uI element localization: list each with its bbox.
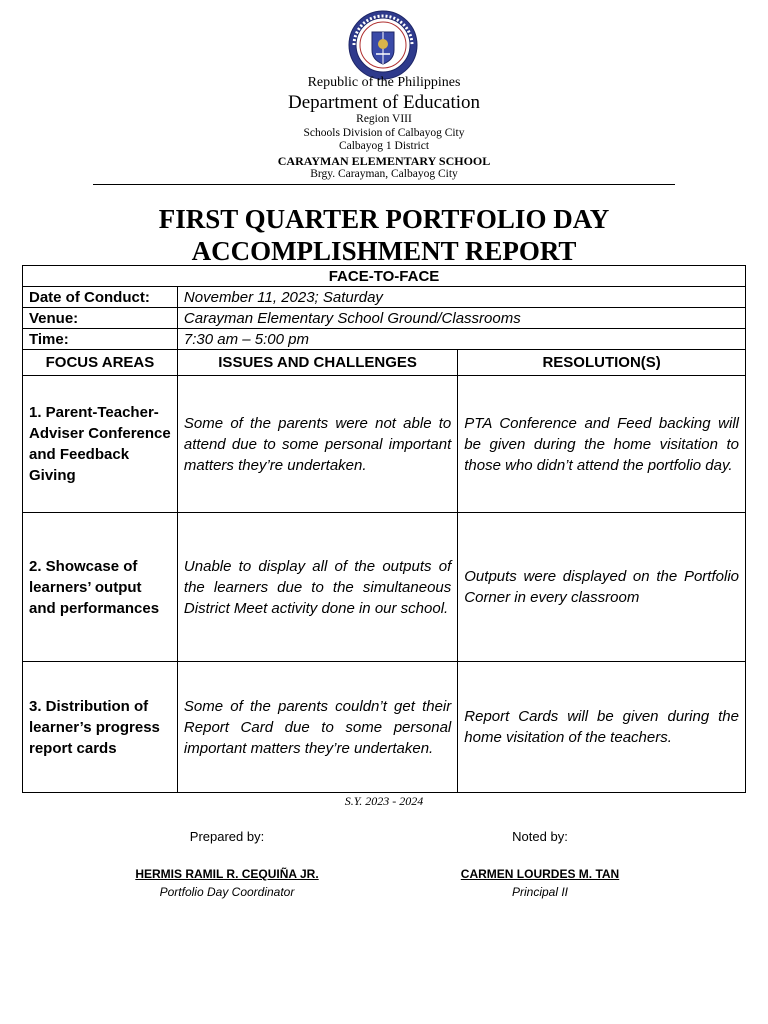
issue-cell: Some of the parents were not able to attend due to some personal important matters they’re undertaken.	[177, 376, 457, 513]
division-line: Schools Division of Calbayog City	[303, 126, 465, 139]
region-line: Region VIII	[356, 113, 412, 125]
focus-area-cell: 3. Distribution of learner’s progress report cards	[23, 662, 178, 793]
title-line-2: ACCOMPLISHMENT REPORT	[191, 236, 577, 266]
department-line: Department of Education	[287, 92, 481, 113]
header-divider	[93, 184, 675, 185]
table-row	[23, 376, 746, 513]
venue-row	[23, 308, 746, 329]
mode-cell: FACE-TO-FACE	[23, 266, 746, 287]
time-row	[23, 329, 746, 350]
resolution-cell: Outputs were displayed on the Portfolio Corner in every classroom	[458, 513, 746, 662]
table-row	[23, 662, 746, 793]
deped-seal-logo	[348, 10, 418, 80]
focus-area-cell: 2. Showcase of learners’ output and performances	[23, 513, 178, 662]
prepared-by-block	[107, 829, 347, 899]
letterhead	[0, 74, 768, 180]
title-line-1: FIRST QUARTER PORTFOLIO DAY	[158, 204, 610, 234]
noted-by-block	[420, 829, 660, 899]
venue-value: Carayman Elementary School Ground/Classrooms	[177, 308, 745, 329]
table-row	[23, 513, 746, 662]
school-address: Brgy. Carayman, Calbayog City	[310, 167, 458, 180]
republic-line: Republic of the Philippines	[307, 75, 461, 90]
accomplishment-table	[22, 265, 746, 793]
issue-cell: Unable to display all of the outputs of the learners due to the simultaneous District Meet activity done in our school.	[177, 513, 457, 662]
focus-area-cell: 1. Parent-Teacher-Adviser Conference and Feedback Giving	[23, 376, 178, 513]
prepared-by-caption: Prepared by:	[189, 829, 265, 844]
noted-by-name: CARMEN LOURDES M. TAN	[460, 867, 620, 881]
prepared-by-name: HERMIS RAMIL R. CEQUIÑA JR.	[135, 867, 319, 881]
time-value: 7:30 am – 5:00 pm	[177, 329, 745, 350]
date-label: Date of Conduct:	[23, 287, 178, 308]
school-year: S.Y. 2023 - 2024	[344, 794, 424, 808]
resolution-cell: PTA Conference and Feed backing will be given during the home visitation to those who didn’t attend the portfolio day.	[458, 376, 746, 513]
district-line: Calbayog 1 District	[338, 140, 430, 152]
prepared-by-role: Portfolio Day Coordinator	[159, 885, 295, 899]
date-value: November 11, 2023; Saturday	[177, 287, 745, 308]
header-issues: ISSUES AND CHALLENGES	[177, 350, 457, 376]
header-resolutions: RESOLUTION(S)	[458, 350, 746, 376]
column-header-row	[23, 350, 746, 376]
resolution-cell: Report Cards will be given during the home visitation of the teachers.	[458, 662, 746, 793]
date-row	[23, 287, 746, 308]
mode-row	[23, 266, 746, 287]
school-name: CARAYMAN ELEMENTARY SCHOOL	[277, 153, 491, 168]
noted-by-caption: Noted by:	[512, 829, 568, 844]
venue-label: Venue:	[23, 308, 178, 329]
header-focus-areas: FOCUS AREAS	[23, 350, 178, 376]
time-label: Time:	[23, 329, 178, 350]
noted-by-role: Principal II	[511, 885, 569, 899]
issue-cell: Some of the parents couldn’t get their Report Card due to some personal important matters they’re undertaken.	[177, 662, 457, 793]
report-title	[0, 203, 768, 267]
